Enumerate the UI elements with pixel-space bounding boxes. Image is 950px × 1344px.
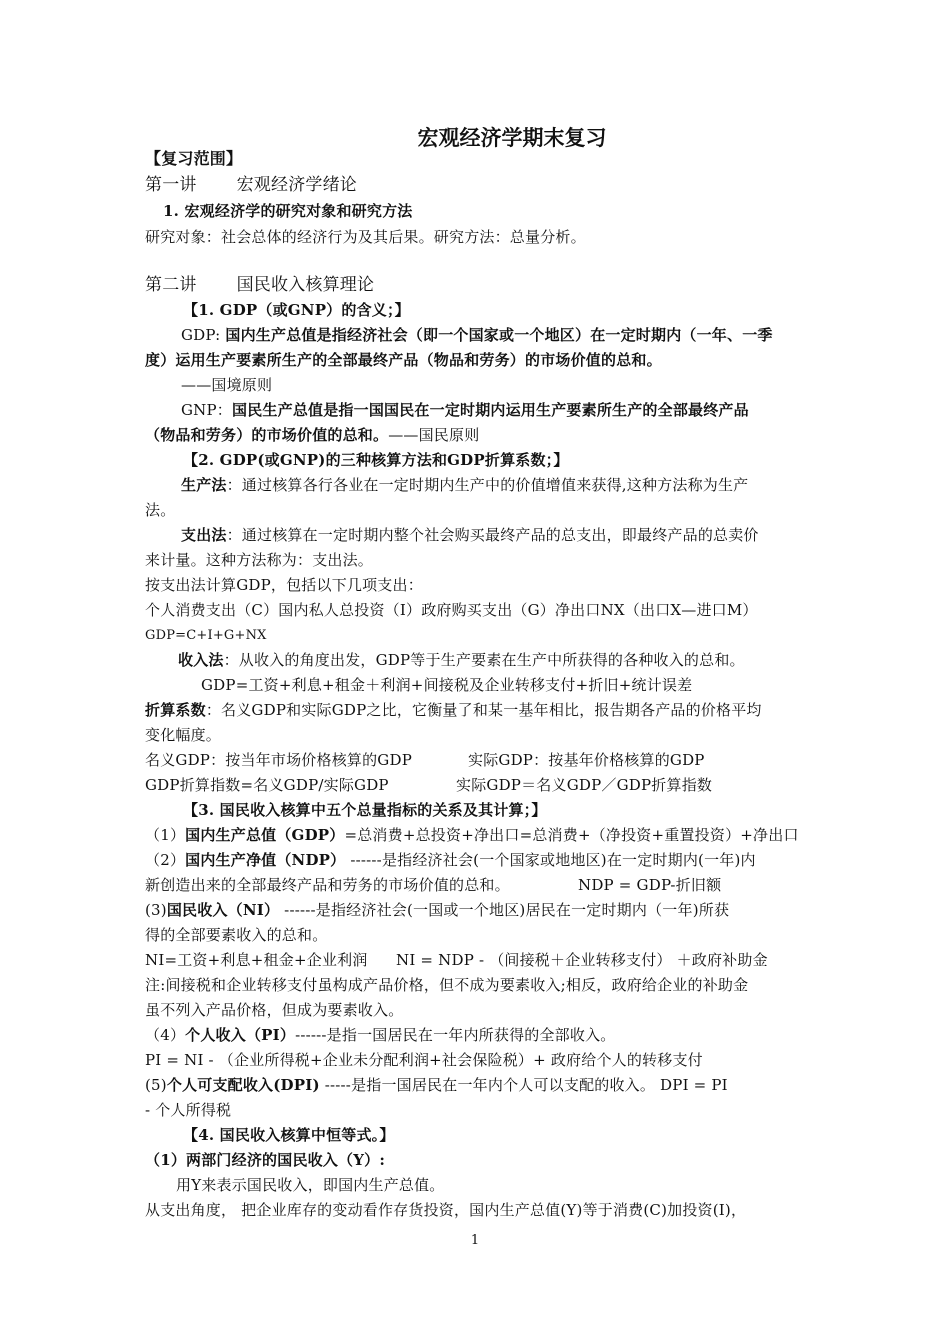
indicator-ni	[145, 898, 810, 923]
expenditure-method-line-2: 来计量。这种方法称为：支出法。	[145, 551, 374, 569]
production-method-label: 生产法	[181, 476, 227, 494]
indicator-ndp-name: 国内生产净值（NDP）	[185, 851, 346, 869]
indicator-ni-formula-1: NI=工资+利息+租金+企业利润	[145, 951, 368, 969]
nominal-gdp-definition: 名义GDP：按当年市场价格核算的GDP	[145, 751, 413, 769]
indicator-ni-number: (3)	[145, 901, 167, 919]
indicator-pi-text: ------是指一国居民在一年内所获得的全部收入。	[295, 1026, 616, 1044]
indicator-ndp	[145, 848, 810, 873]
indicator-ni-line-2: 得的全部要素收入的总和。	[145, 926, 328, 944]
section-4-heading: 【4. 国民收入核算中恒等式。】	[183, 1126, 395, 1144]
lecture-1-item-1: 1. 宏观经济学的研究对象和研究方法	[163, 202, 413, 220]
two-sector-line-2: 从支出角度， 把企业库存的变动看作存货投资，国内生产总值(Y)等于消费(C)加投资(I)，	[145, 1201, 747, 1219]
indicator-dpi-line-2: - 个人所得税	[145, 1101, 232, 1119]
scope-heading: 【复习范围】	[145, 149, 243, 168]
indicator-gdp-number: （1）	[145, 826, 186, 844]
indicator-gdp-formula: =总消费+总投资+净出口=总消费+（净投资+重置投资）+净出口	[344, 826, 799, 844]
expenditure-formula: GDP=C+I+G+NX	[145, 628, 267, 643]
gdp-definition-line-1	[181, 323, 846, 348]
page-number: 1	[470, 1233, 480, 1248]
section-3-heading: 【3. 国民收入核算中五个总量指标的关系及其计算；】	[183, 801, 547, 819]
lecture-2-name: 国民收入核算理论	[236, 275, 375, 295]
indicator-ni-text: ------是指经济社会(一国或一个地区)居民在一定时期内（一年)所获	[279, 901, 730, 919]
indicator-ndp-number: （2）	[145, 851, 186, 869]
indicator-pi	[145, 1023, 810, 1048]
gdp-definition-text: 国内生产总值是指经济社会（即一个国家或一个地区）在一定时期内（一年、一季	[225, 326, 773, 344]
production-method-line-2: 法。	[145, 501, 176, 519]
deflator-formula-line	[145, 773, 810, 798]
production-method-text: ：通过核算各行各业在一定时期内生产中的价值增值来获得,这种方法称为生产	[226, 476, 749, 494]
two-sector-heading: （1）两部门经济的国民收入（Y）:	[145, 1151, 386, 1169]
lecture-2-heading	[145, 273, 810, 298]
indicator-gdp-name: 国内生产总值（GDP）	[185, 826, 345, 844]
deflator-line-1	[145, 698, 810, 723]
indicator-ndp-text-2: 新创造出来的全部最终产品和劳务的市场价值的总和。	[145, 876, 510, 894]
two-sector-line-1: 用Y来表示国民收入，即国内生产总值。	[176, 1176, 445, 1194]
lecture-1-label: 第一讲	[145, 175, 197, 195]
income-formula: GDP=工资+利息+租金＋利润+间接税及企业转移支付+折旧+统计误差	[201, 676, 693, 694]
indicator-gdp	[145, 823, 810, 848]
section-1-heading: 【1. GDP（或GNP）的含义；】	[183, 301, 410, 319]
expenditure-method-line-3: 按支出法计算GDP，包括以下几项支出：	[145, 576, 423, 594]
deflator-label: 折算系数	[145, 701, 206, 719]
gnp-principle: ——国民原则	[388, 426, 480, 444]
expenditure-method-line-1	[181, 523, 846, 548]
indicator-ndp-line-2	[145, 873, 810, 898]
income-method-label: 收入法	[178, 651, 224, 669]
indicator-ni-note-2: 虽不列入产品价格，但成为要素收入。	[145, 1001, 404, 1019]
expenditure-method-text: ：通过核算在一定时期内整个社会购买最终产品的总支出，即最终产品的总卖价	[226, 526, 759, 544]
indicator-pi-formula: PI = NI - （企业所得税+企业未分配利润+社会保险税）+ 政府给个人的转移支付	[145, 1051, 703, 1069]
section-2-heading: 【2. GDP(或GNP)的三种核算方法和GDP折算系数；】	[183, 451, 569, 469]
lecture-1-text: 研究对象：社会总体的经济行为及其后果。研究方法：总量分析。	[145, 228, 586, 246]
indicator-pi-name: 个人收入（PI）	[185, 1026, 296, 1044]
gnp-prefix: GNP：	[181, 401, 233, 419]
deflator-line-2: 变化幅度。	[145, 726, 222, 744]
indicator-ndp-text: ------是指经济社会(一个国家或地地区)在一定时期内(一年)内	[345, 851, 756, 869]
indicator-ni-formula-2: NI = NDP - （间接税＋企业转移支付） ＋政府补助金	[396, 951, 768, 969]
indicator-dpi	[145, 1073, 810, 1098]
document-title: 宏观经济学期末复习	[417, 125, 607, 150]
gnp-definition-line-1	[181, 398, 846, 423]
gdp-prefix: GDP:	[181, 326, 226, 344]
production-method-line-1	[181, 473, 846, 498]
indicator-dpi-name: 个人可支配收入(DPI)	[166, 1076, 320, 1094]
indicator-ni-formulas	[145, 948, 810, 973]
lecture-2-label: 第二讲	[145, 275, 197, 295]
indicator-ni-note-1: 注:间接税和企业转移支付虽构成产品价格，但不成为要素收入;相反，政府给企业的补助金	[145, 976, 749, 994]
gdp-principle: ——国境原则	[181, 376, 273, 394]
income-method-text: ：从收入的角度出发，GDP等于生产要素在生产中所获得的各种收入的总和。	[223, 651, 745, 669]
real-gdp-definition: 实际GDP：按基年价格核算的GDP	[468, 751, 705, 769]
deflator-index-formula: GDP折算指数=名义GDP/实际GDP	[145, 776, 389, 794]
lecture-1-name: 宏观经济学绪论	[236, 175, 358, 195]
gnp-definition-bold: （物品和劳务）的市场价值的总和。	[145, 426, 389, 444]
indicator-ndp-formula: NDP = GDP-折旧额	[578, 876, 722, 894]
deflator-text: ：名义GDP和实际GDP之比，它衡量了和某一基年相比，报告期各产品的价格平均	[205, 701, 762, 719]
real-gdp-formula: 实际GDP＝名义GDP／GDP折算指数	[456, 776, 713, 794]
indicator-dpi-text: -----是指一国居民在一年内个人可以支配的收入。 DPI = PI	[319, 1076, 728, 1094]
income-method-line-1	[178, 648, 843, 673]
indicator-dpi-number: (5)	[145, 1076, 167, 1094]
expenditure-components: 个人消费支出（C）国内私人总投资（I）政府购买支出（G）净出口NX（出口X—进口M）	[145, 601, 758, 619]
nominal-real-gdp-line	[145, 748, 810, 773]
gnp-definition-line-2	[145, 423, 810, 448]
lecture-1-heading	[145, 173, 810, 198]
indicator-ni-name: 国民收入（NI）	[166, 901, 280, 919]
gnp-definition-text: 国民生产总值是指一国国民在一定时期内运用生产要素所生产的全部最终产品	[232, 401, 749, 419]
gdp-definition-line-2: 度）运用生产要素所生产的全部最终产品（物品和劳务）的市场价值的总和。	[145, 351, 662, 369]
indicator-pi-number: （4）	[145, 1026, 186, 1044]
expenditure-method-label: 支出法	[181, 526, 227, 544]
